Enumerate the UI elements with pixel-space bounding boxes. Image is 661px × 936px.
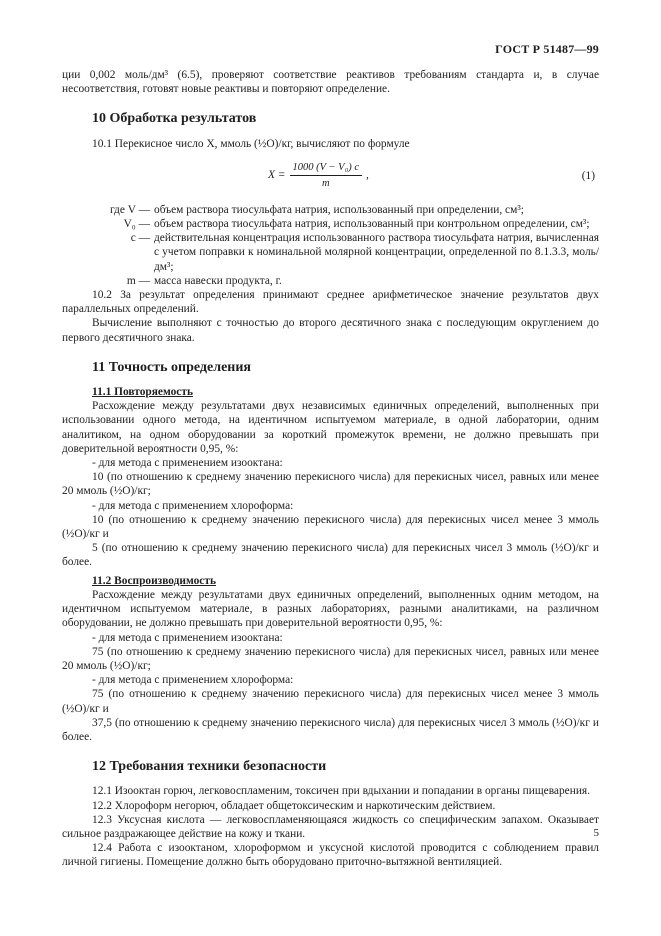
formula-denominator: m [321, 177, 330, 189]
def-key: где V — [109, 203, 150, 216]
subsection-11-2-title: 11.2 Воспроизводимость [92, 574, 216, 587]
def-value: действительная концентрация использованного раствора тиосульфата натрия, вычисленная с учетом поправки к номинальной молярной концентрации, определенной по 8.1.3.3, моль/дм³; [154, 232, 599, 273]
def-value: объем раствора тиосульфата натрия, использованный при определении, см³; [154, 203, 524, 216]
def-key: c — [130, 232, 150, 245]
formula-number: (1) [581, 169, 595, 182]
para-11-2-chloroform-value-2: 37,5 (по отношению к среднему значению перекисного числа) для перекисных чисел 3 ммоль (½O)/кг и более. [62, 716, 599, 743]
para-12-3: 12.3 Уксусная кислота — легковоспламеняющаяся жидкость со специфическим запахом. Оказывает сильное раздражающее действие на кожу и ткани. [62, 813, 599, 840]
para-11-2: Расхождение между результатами двух единичных определений, выполненных одним методом, на идентичном испытуемом материале, в разных лабораториях, разными аналитиками, на различном оборудовании, не должно превышать при доверительной вероятности 0,95, %: [62, 588, 599, 630]
section-11-heading: 11 Точность определения [92, 359, 251, 375]
para-12-1: 12.1 Изооктан горюч, легковоспламеним, токсичен при вдыхании и попадании в органы пищеварения. [92, 785, 591, 798]
formula-tail: , [366, 169, 369, 182]
para-11-1-chloroform: - для метода с применением хлороформа: [92, 499, 294, 512]
formula-definitions [62, 203, 599, 288]
section-10-heading: 10 Обработка результатов [92, 111, 257, 127]
para-12-4: 12.4 Работа с изооктаном, хлороформом и уксусной кислотой проводится с соблюдением правил личной гигиены. Помещение должно быть оборудовано приточно-вытяжной вентиляцией. [62, 842, 599, 869]
para-11-2-isooctane-value: 75 (по отношению к среднему значению перекисного числа) для перекисных чисел, равных или менее 20 ммоль (½O)/кг; [62, 645, 599, 672]
document-id-header: ГОСТ Р 51487—99 [495, 42, 599, 56]
intro-paragraph: ции 0,002 моль/дм³ (6.5), проверяют соответствие реактивов требованиям стандарта и, в случае несоответствия, готовят новые реактивы и повторяют определение. [62, 69, 599, 96]
para-11-1-chloroform-value-2: 5 (по отношению к среднему значению перекисного числа) для перекисных чисел 3 ммоль (½O)/кг и более. [62, 542, 599, 569]
def-value: объем раствора тиосульфата натрия, использованный при контрольном определении, см³; [154, 218, 590, 231]
para-10-2: 10.2 За результат определения принимают среднее арифметическое значение результатов двух параллельных определений. [62, 289, 599, 316]
def-key: V₀ — [123, 218, 150, 231]
subsection-11-1-title: 11.1 Повторяемость [92, 386, 193, 399]
para-11-1: Расхождение между результатами двух независимых единичных определений, выполненных при использовании одного метода, на идентичном испытуемом материале, в одной лаборатории, одним аналитиком, на одном оборудовании за короткий промежуток времени, не должно превышать при доверительной вероятности 0,95, %: [62, 400, 599, 455]
document-body [62, 68, 599, 870]
para-12-2: 12.2 Хлороформ негорюч, обладает общетоксическим и наркотическим действием. [92, 799, 496, 812]
para-11-1-isooctane-value: 10 (по отношению к среднему значению перекисного числа) для перекисных чисел, равных или менее 20 ммоль (½O)/кг; [62, 471, 599, 498]
page-number: 5 [593, 827, 599, 839]
para-11-2-chloroform: - для метода с применением хлороформа: [92, 674, 294, 687]
para-10-2-rounding: Вычисление выполняют с точностью до второго десятичного знака с последующим округлением до первого десятичного знака. [62, 317, 599, 344]
def-value: масса навески продукта, г. [154, 274, 282, 287]
para-11-1-isooctane: - для метода с применением изооктана: [92, 457, 283, 470]
para-11-1-chloroform-value-1: 10 (по отношению к среднему значению перекисного числа) для перекисных чисел менее 3 ммоль (½O)/кг и [62, 513, 599, 541]
para-11-2-isooctane: - для метода с применением изооктана: [92, 631, 283, 644]
formula-lhs: X = [268, 169, 286, 182]
formula-numerator: 1000 (V − V₀) c [290, 161, 363, 176]
formula-1 [62, 157, 599, 197]
section-12-heading: 12 Требования техники безопасности [92, 759, 327, 775]
def-key: m — [126, 274, 150, 287]
para-11-2-chloroform-value-1: 75 (по отношению к среднему значению перекисного числа) для перекисных чисел менее 3 ммоль (½O)/кг и [62, 688, 599, 715]
formula-fraction [290, 161, 363, 190]
para-10-1: 10.1 Перекисное число X, ммоль (½O)/кг, вычисляют по формуле [92, 137, 410, 150]
